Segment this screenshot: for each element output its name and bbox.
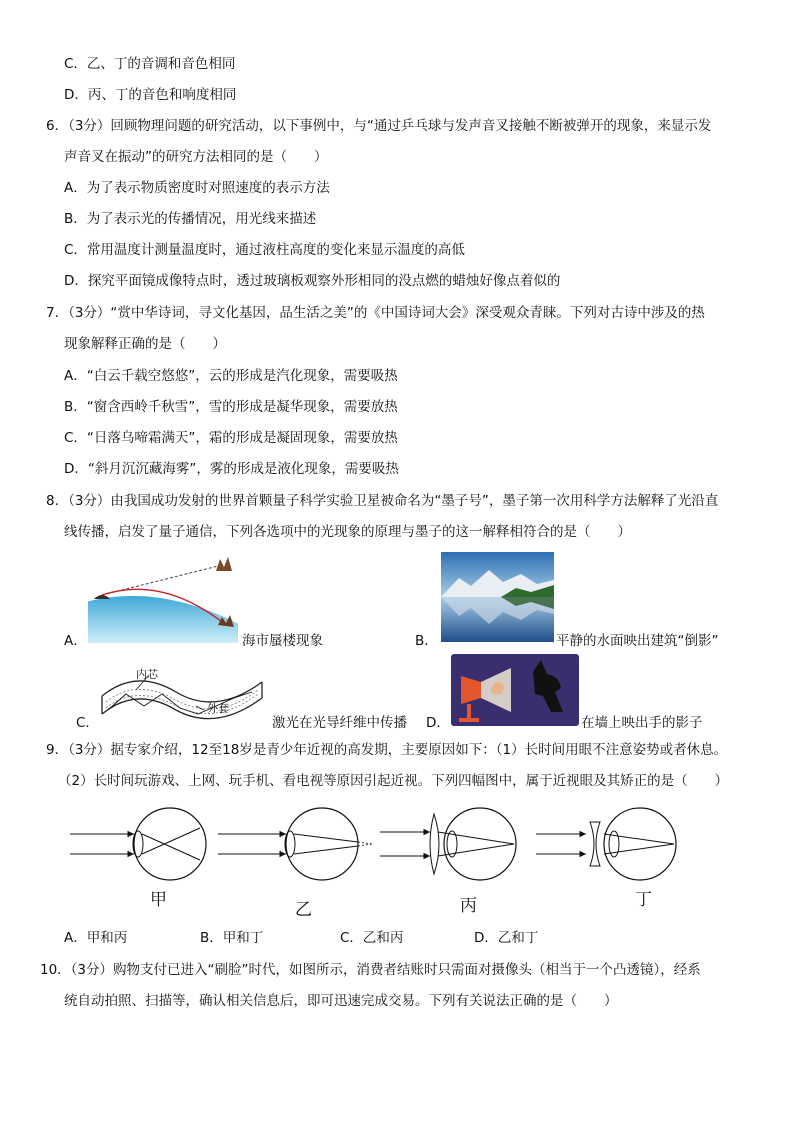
q9-option-b: B．甲和丁 <box>200 930 264 946</box>
eye-diagram-jia <box>70 808 206 880</box>
q7-stem-line1: 7．（3分）“赏中华诗词，寻文化基因，品生活之美”的《中国诗词大会》深受观众青睐。下列对古诗中涉及的热 <box>46 305 705 321</box>
lake-reflection-image <box>441 552 554 642</box>
fig-label-yi: 乙 <box>295 900 312 920</box>
eye-diagram-ding <box>536 808 676 880</box>
eye-diagram-bing <box>380 808 516 880</box>
q7-stem-line2: 现象解释正确的是（ ） <box>64 336 226 352</box>
q10-stem-line2: 统自动拍照、扫描等，确认相关信息后，即可迅速完成交易。下列有关说法正确的是（ ） <box>64 993 618 1009</box>
q9-option-a: A．甲和丙 <box>64 930 128 946</box>
q8-stem-line1: 8．（3分）由我国成功发射的世界首颗量子科学实验卫星被命名为“墨子号”，墨子第一次用科学方法解释了光沿直 <box>46 493 719 509</box>
q8-option-b-caption: 平静的水面映出建筑“倒影” <box>556 633 719 649</box>
q8-stem-line2: 线传播，启发了量子通信，下列各选项中的光现象的原理与墨子的这一解释相符合的是（ ） <box>64 524 631 540</box>
q7-option-d: D．“斜月沉沉藏海雾”，雾的形成是液化现象，需要吸热 <box>64 461 399 477</box>
q8-option-c-letter: C． <box>76 715 99 731</box>
q6-option-d: D．探究平面镜成像特点时，透过玻璃板观察外形相同的没点燃的蜡烛好像点着似的 <box>64 273 561 289</box>
q9-option-d: D．乙和丁 <box>474 930 539 946</box>
eye-diagram-yi <box>218 808 372 880</box>
q8-option-c-caption: 激光在光导纤维中传播 <box>272 715 407 731</box>
q5-option-c: C．乙、丁的音调和音色相同 <box>64 56 236 72</box>
q6-option-c: C．常用温度计测量温度时，通过液柱高度的变化来显示温度的高低 <box>64 242 465 258</box>
q6-option-b: B．为了表示光的传播情况，用光线来描述 <box>64 211 317 227</box>
q6-stem-line2: 声音叉在振动”的研究方法相同的是（ ） <box>64 149 328 165</box>
q6-option-a: A．为了表示物质密度时对照速度的表示方法 <box>64 180 330 196</box>
q6-stem-line1: 6．（3分）回顾物理问题的研究活动，以下事例中，与“通过乒乓球与发声音叉接触不断被弹开的现象，来显示发 <box>46 118 712 134</box>
q9-option-c: C．乙和丙 <box>340 930 404 946</box>
optical-fiber-diagram <box>96 662 268 734</box>
fiber-core-label: 内芯 <box>136 668 158 681</box>
q9-stem-line1: 9．（3分）据专家介绍，12至18岁是青少年近视的高发期，主要原因如下：（1）长时间用眼不注意姿势或者休息。 <box>46 742 728 758</box>
q8-option-a-letter: A． <box>64 633 87 649</box>
mirage-image <box>88 553 240 643</box>
hand-shadow-image <box>451 654 579 726</box>
fig-label-bing: 丙 <box>460 896 477 916</box>
q7-option-b: B．“窗含西岭千秋雪”，雪的形成是凝华现象，需要放热 <box>64 399 398 415</box>
q10-stem-line1: 10．（3分）购物支付已进入“刷脸”时代，如图所示，消费者结账时只需面对摄像头（相当于一个凸透镜），经系 <box>40 962 701 978</box>
q8-option-b-letter: B． <box>415 633 438 649</box>
fig-label-ding: 丁 <box>635 890 652 910</box>
eye-diagrams <box>60 800 700 882</box>
q7-option-a: A．“白云千载空悠悠”，云的形成是汽化现象，需要吸热 <box>64 368 398 384</box>
q9-stem-line2: （2）长时间玩游戏、上网、玩手机、看电视等原因引起近视。下列四幅图中，属于近视眼及其矫正的是（ ） <box>58 773 729 789</box>
q8-option-d-letter: D． <box>426 715 450 731</box>
fiber-jacket-label: 外套 <box>207 702 229 715</box>
q8-option-d-caption: 在墙上映出手的影子 <box>581 715 703 731</box>
q7-option-c: C．“日落乌啼霜满天”，霜的形成是凝固现象，需要放热 <box>64 430 398 446</box>
q5-option-d: D．丙、丁的音色和响度相同 <box>64 87 237 103</box>
fig-label-jia: 甲 <box>150 890 167 910</box>
q8-option-a-caption: 海市蜃楼现象 <box>242 633 323 649</box>
